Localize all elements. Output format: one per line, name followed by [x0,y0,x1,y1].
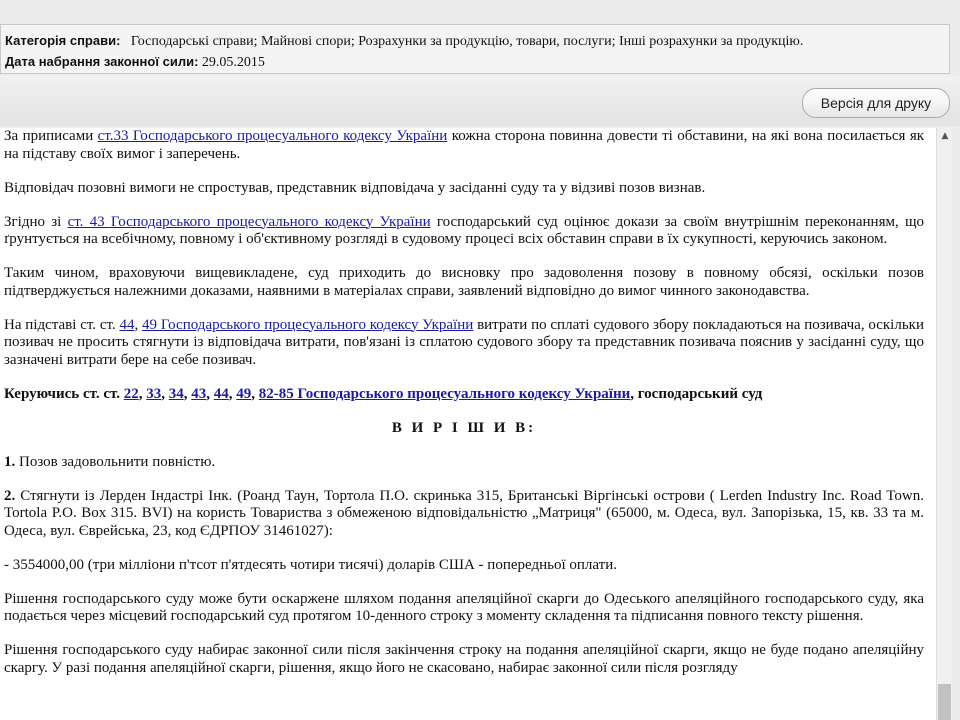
print-version-button[interactable]: Версія для друку [802,88,950,118]
link-art82-85[interactable]: 82-85 Господарського процесуального кодексу України [258,385,631,402]
link-art33b[interactable]: 33 [146,385,162,402]
link-art33[interactable]: ст.33 Господарського процесуального кодексу України [97,128,448,144]
separator: , [161,385,169,402]
paragraph-appeal: Рішення господарського суду може бути оскаржене шляхом подання апеляційної скарги до Одеського апеляційного господарського суду, яка подається через місцевий господарський суд протягом 10-денного строку з моменту складення та підписання повного тексту рішення. [4,590,924,624]
case-meta-panel [0,24,950,74]
window-top-bar [0,0,960,24]
effective-date-value: 29.05.2015 [201,55,265,70]
category-label: Категорія справи: [5,33,121,48]
text-span: За приписами [4,128,98,144]
link-art22[interactable]: 22 [123,385,139,402]
link-art34[interactable]: 34 [168,385,184,402]
toolbar [0,76,960,126]
paragraph-art43 [4,214,924,249]
link-art43b[interactable]: 43 [191,385,207,402]
category-row [5,31,945,52]
decision-item-1 [4,454,924,472]
effective-date-row [5,52,945,73]
link-art44b[interactable]: 44 [213,385,229,402]
item-text: Позов задовольнити повністю. [15,453,216,470]
document-text-area [0,128,936,720]
text-span: господарський суд оцінює докази за своїм внутрішнім переконанням, що ґрунтується на всебічному, повному і об'єктивному розгляді в судовому процесі всіх обставин справи в їх сукупності, керуючись законом. [4,213,924,247]
link-art43[interactable]: ст. 43 Господарського процесуального кодексу України [67,213,431,230]
link-art49[interactable]: 49 Господарського процесуального кодексу України [142,316,474,333]
paragraph-defendant: Відповідач позовні вимоги не спростував, представник відповідача у засіданні суду та у відзиві позов визнав. [4,179,706,196]
scroll-thumb[interactable] [938,684,951,720]
paragraph-art33 [4,128,924,163]
item-number: 1. [4,453,16,470]
vertical-scrollbar[interactable] [936,128,953,720]
decision-item-2 [4,488,924,541]
text-span: кожна сторона повинна довести ті обставини, на які вона посилається як на підставу своїх вимог і заперечень. [4,128,925,162]
item-text: Стягнути із Лерден Індастрі Інк. (Роанд Таун, Тортола П.О. скринька 315, Британські Віргінські острови ( Lerden Industry Inc. Road Town. Tortola P.O. Box 315. BVI) на користь Товариства з обмеженою відповідальністю „Матриця" (65000, м. Одеса, вул. Запорізька, 15, кв. 33 та м. Одеса, вул. Єврейська, 23, код ЄДРПОУ 31461027): [4,487,924,539]
window-edge [952,128,960,720]
paragraph-guided-by [4,386,924,404]
text-span: На підставі ст. ст. [4,316,120,333]
separator: , [183,385,192,402]
link-art44[interactable]: 44 [119,316,135,333]
text-span: , [134,316,143,333]
effective-date-label: Дата набрання законної сили: [5,54,199,69]
category-value: Господарські справи; Майнові спори; Розрахунки за продукцію, товари, послуги; Інші розрахунки за продукцію. [130,34,804,49]
text-span: Згідно зі [4,213,68,230]
text-span: , господарський суд [630,385,763,402]
text-span: Керуючись ст. ст. [4,385,124,402]
separator: , [206,385,214,402]
separator: , [138,385,147,402]
text-span: витрати по сплаті судового збору покладаються на позивача, оскільки позивач не просить стягнути із відповідача витрати, пов'язані із сплатою судового збору та представник позивача пояснив у засіданні суду, що зазначені витрати бере на себе позивач. [4,316,924,368]
paragraph-effect: Рішення господарського суду набирає законної сили після закінчення строку на подання апеляційної скарги, якщо не буде подано апеляційну скаргу. У разі подання апеляційної скарги, рішення, якщо його не скасовано, набирає законної сили після розгляду [4,642,924,676]
separator: , [228,385,237,402]
item-number: 2. [4,487,16,504]
paragraph-conclusion: Таким чином, враховуючи вищевикладене, суд приходить до висновку про задоволення позову в повному обсязі, оскільки позов підтверджується належними доказами, наявними в матеріалах справи, заявлений відповідно до вимог чинного законодавства. [4,265,924,299]
scroll-up-arrow-icon[interactable]: ▲ [941,131,949,141]
link-art49b[interactable]: 49 [236,385,252,402]
paragraph-amount: - 3554000,00 (три мілліони п'тсот п'ятдесять чотири тисячі) доларів США - попередньої оплати. [4,556,617,573]
decision-heading: В И Р І Ш И В: [391,419,537,436]
separator: , [251,385,259,402]
paragraph-court-fee [4,317,924,370]
